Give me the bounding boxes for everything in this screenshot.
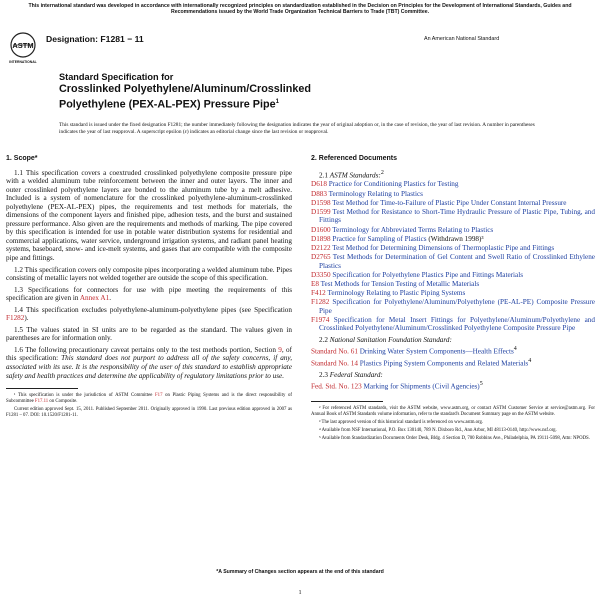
footnote-2: ² For referenced ASTM standards, visit the ASTM website, www.astm.org, or contact ASTM Customer Service at service@astm.org. For Annual Book of ASTM Standards volume information, refer to the standard's Document Summary page on the ASTM website. — [311, 406, 595, 418]
reference-code-link[interactable]: F1974 — [311, 315, 330, 324]
federal-standard-label: 2.3 Federal Standard: — [319, 370, 383, 379]
summary-of-changes-note: *A Summary of Changes section appears at the end of this standard — [216, 569, 384, 575]
footnote-4: ⁴ Available from NSF International, P.O. Box 130140, 789 N. Dixboro Rd., Ann Arbor, MI 48113-0140, http://www.nsf.org. — [319, 428, 557, 434]
reference-code-link[interactable]: F412 — [311, 288, 326, 297]
title-footnote-mark[interactable]: 1 — [275, 99, 279, 105]
reference-title-link[interactable]: Test Method for Determining Dimensions of Thermoplastic Pipe and Fittings — [330, 243, 555, 252]
astm-standards-label: 2.1 ASTM Standards:$^2$ — [319, 169, 384, 179]
reference-code-link[interactable]: F1282 — [311, 298, 330, 307]
scope-1-2: 1.2 This specification covers only composite pipes incorporating a welded aluminum tube. Pipes consisting of metallic layers not welded together are outside the scope of this specification. — [6, 265, 292, 283]
reference-title-link[interactable]: Drinking Water System Components—Health Effects — [357, 347, 514, 356]
national-standard-label: An American National Standard — [424, 36, 500, 42]
reference-title-link[interactable]: Test Method for Time-to-Failure of Plastic Pipe Under Constant Internal Pressure — [330, 198, 567, 207]
reference-item — [311, 380, 595, 391]
tbt-notice: This international standard was developed in accordance with internationally recognized principles on standardization established in the Decision on Principles for the Development of International Standards, Guides and Recommendations issued by the World Trade Organization Technical Barriers to Trade (TBT) Committee. — [28, 3, 572, 15]
annex-a1-link[interactable]: Annex A1 — [79, 294, 110, 303]
references-heading: 2. Referenced Documents — [311, 155, 397, 162]
footnote-rule — [311, 401, 383, 402]
reference-note: (Withdrawn 1998)³ — [426, 234, 484, 243]
reference-title-link[interactable]: Test Methods for Determination of Gel Content and Swell Ratio of Crosslinked Ethylene Plastics — [319, 253, 595, 270]
reference-item — [311, 316, 595, 333]
reference-title-link[interactable]: Specification for Polyethylene/Aluminum/Polyethylene (PE-AL-PE) Composite Pressure Pipe — [319, 298, 595, 315]
footnote-rule — [6, 388, 78, 389]
reference-code-link[interactable]: Fed. Std. No. 123 — [311, 382, 362, 391]
reference-item — [311, 280, 595, 289]
reference-title-link[interactable]: Practice for Sampling of Plastics — [330, 234, 427, 243]
astm-logo — [8, 31, 38, 65]
reference-code-link[interactable]: D618 — [311, 180, 327, 189]
scope-1-6: 1.6 The following precautionary caveat pertains only to the test methods portion, Section 9, of this specification: This standard does not purport to address all of the safety concerns, if any, associated with its use. It is the responsibility of the user of this standard to establish appropriate safety and health practices and determine the applicability of regulatory limitations prior to use. — [6, 345, 292, 380]
reference-item — [311, 253, 595, 270]
f1282-link[interactable]: F1282 — [6, 314, 25, 323]
reference-code-link[interactable]: D2765 — [311, 253, 331, 262]
reference-code-link[interactable]: Standard No. 61 — [311, 347, 358, 356]
reference-code-link[interactable]: E8 — [311, 279, 319, 288]
reference-footnote-mark[interactable]: 4 — [528, 357, 532, 364]
reference-footnote-mark[interactable]: 5 — [479, 381, 483, 388]
reference-code-link[interactable]: D883 — [311, 189, 327, 198]
scope-heading: 1. Scope* — [6, 155, 38, 162]
reference-item — [311, 235, 595, 244]
scope-1-3: 1.3 Specifications for connectors for use with pipe meeting the requirements of this specification are given in Annex A1. — [6, 285, 292, 303]
reference-code-link[interactable]: D1898 — [311, 234, 331, 243]
scope-1-1: 1.1 This specification covers a coextruded crosslinked polyethylene composite pressure pipe with a welded aluminum tube reinforcement between the inner and outer layers. The inner and outer crosslinked polyethylene layers are bonded to the aluminum tube by a melt adhesive. Included is a system of nomenclature for the crosslinked polyethylene-aluminum-crosslinked polyethylene (PEX-AL-PEX) pipes, the requirements and test methods for materials, the dimensions of the component layers and finished pipe, adhesion tests, and the burst and sustained pressure performance. Also given are the requirements and methods of marking. The pipe covered by this specification is intended for use in potable water distribution systems for residential and commercial applications, water service, underground irrigation systems, and radiant panel heating systems, baseboard, snow- and ice-melt systems, and gases that are compatible with the composite pipe and fittings. — [6, 168, 292, 263]
reference-title-link[interactable]: Test Methods for Tension Testing of Metallic Materials — [318, 279, 480, 288]
reference-code-link[interactable]: Standard No. 14 — [311, 359, 358, 368]
nsf-standard-label: 2.2 National Sanitation Foundation Standard: — [319, 335, 452, 344]
reference-title-link[interactable]: Marking for Shipments (Civil Agencies) — [361, 382, 480, 391]
reference-item — [311, 289, 595, 298]
footnote-3: ³ The last approved version of this historical standard is referenced on www.astm.org. — [319, 420, 484, 426]
reference-item — [311, 226, 595, 235]
section-9-link[interactable]: 9 — [278, 345, 282, 354]
reference-title-link[interactable]: Specification for Metal Insert Fittings for Polyethylene/Aluminum/Polyethylene and Crosslinked Polyethylene/Aluminum/Crosslinked Polyethylene Composite Pressure Pipe — [319, 315, 595, 333]
reference-item — [311, 180, 595, 189]
reference-title-link[interactable]: Test Method for Resistance to Short-Time Hydraulic Pressure of Plastic Pipe, Tubing, and Fittings — [319, 207, 595, 225]
issued-note: This standard is issued under the fixed designation F1281; the number immediately following the designation indicates the year of original adoption or, in the case of revision, the year of last revision. A number in parentheses indicates the year of last reapproval. A superscript epsilon (ε) indicates an editorial change since the last revision or reapproval. — [59, 122, 535, 135]
scope-1-4: 1.4 This specification excludes polyethylene-aluminum-polyethylene pipes (see Specification F1282). — [6, 305, 292, 323]
reference-item — [311, 357, 595, 368]
reference-item — [311, 345, 595, 356]
reference-title-link[interactable]: Practice for Conditioning Plastics for Testing — [326, 180, 459, 189]
reference-footnote-mark[interactable]: 4 — [513, 346, 517, 353]
reference-code-link[interactable]: D2122 — [311, 243, 331, 252]
federal-reference-list — [311, 380, 595, 391]
reference-title-link[interactable]: Terminology Relating to Plastic Piping Systems — [325, 288, 466, 297]
reference-item — [311, 190, 595, 199]
footnote-1-edition: Current edition approved Sept. 15, 2011. Published September 2011. Originally approved in 1990. Last previous edition approved in 2007 as F1281 – 07. DOI: 10.1520/F1281-11. — [6, 406, 292, 418]
reference-code-link[interactable]: D1599 — [311, 207, 331, 216]
title-line-1: Standard Specification for — [59, 72, 174, 82]
svg-text:ASTM: ASTM — [12, 41, 34, 50]
footnote-5: ⁵ Available from Standardization Documents Order Desk, Bldg. 4 Section D, 700 Robbins Ave., Philadelphia, PA 19111-5098, Attn: NPODS. — [319, 436, 590, 442]
right-column — [311, 155, 595, 444]
reference-code-link[interactable]: D1600 — [311, 225, 331, 234]
svg-text:INTERNATIONAL: INTERNATIONAL — [9, 60, 37, 64]
f17-11-link[interactable]: F17.11 — [34, 399, 49, 405]
reference-title-link[interactable]: Plastics Piping System Components and Related Materials — [357, 359, 529, 368]
page-number: 1 — [298, 589, 302, 596]
designation: Designation: F1281 − 11 — [46, 34, 144, 44]
reference-item — [311, 298, 595, 315]
document-title — [59, 71, 479, 112]
title-line-3: Polyethylene (PEX-AL-PEX) Pressure Pipe — [59, 98, 276, 111]
reference-code-link[interactable]: D3350 — [311, 270, 331, 279]
reference-title-link[interactable]: Terminology for Abbreviated Terms Relating to Plastics — [330, 225, 494, 234]
scope-1-5: 1.5 The values stated in SI units are to be regarded as the standard. The values given in parentheses are for information only. — [6, 325, 292, 343]
footnote-1: ¹ This specification is under the jurisdiction of ASTM Committee F17 on Plastic Piping Systems and is the direct responsibility of Subcommittee F17.11 on Composite. — [6, 393, 292, 405]
reference-item — [311, 199, 595, 208]
reference-title-link[interactable]: Specification for Polyethylene Plastics Pipe and Fittings Materials — [330, 270, 524, 279]
f17-link[interactable]: F17 — [155, 393, 163, 399]
reference-item — [311, 244, 595, 253]
reference-code-link[interactable]: D1598 — [311, 198, 331, 207]
reference-item — [311, 208, 595, 225]
nsf-reference-list — [311, 345, 595, 367]
reference-title-link[interactable]: Terminology Relating to Plastics — [326, 189, 423, 198]
title-line-2: Crosslinked Polyethylene/Aluminum/Crosslinked — [59, 83, 311, 95]
left-column — [6, 155, 292, 421]
astm-reference-list — [311, 180, 595, 332]
reference-item — [311, 271, 595, 280]
